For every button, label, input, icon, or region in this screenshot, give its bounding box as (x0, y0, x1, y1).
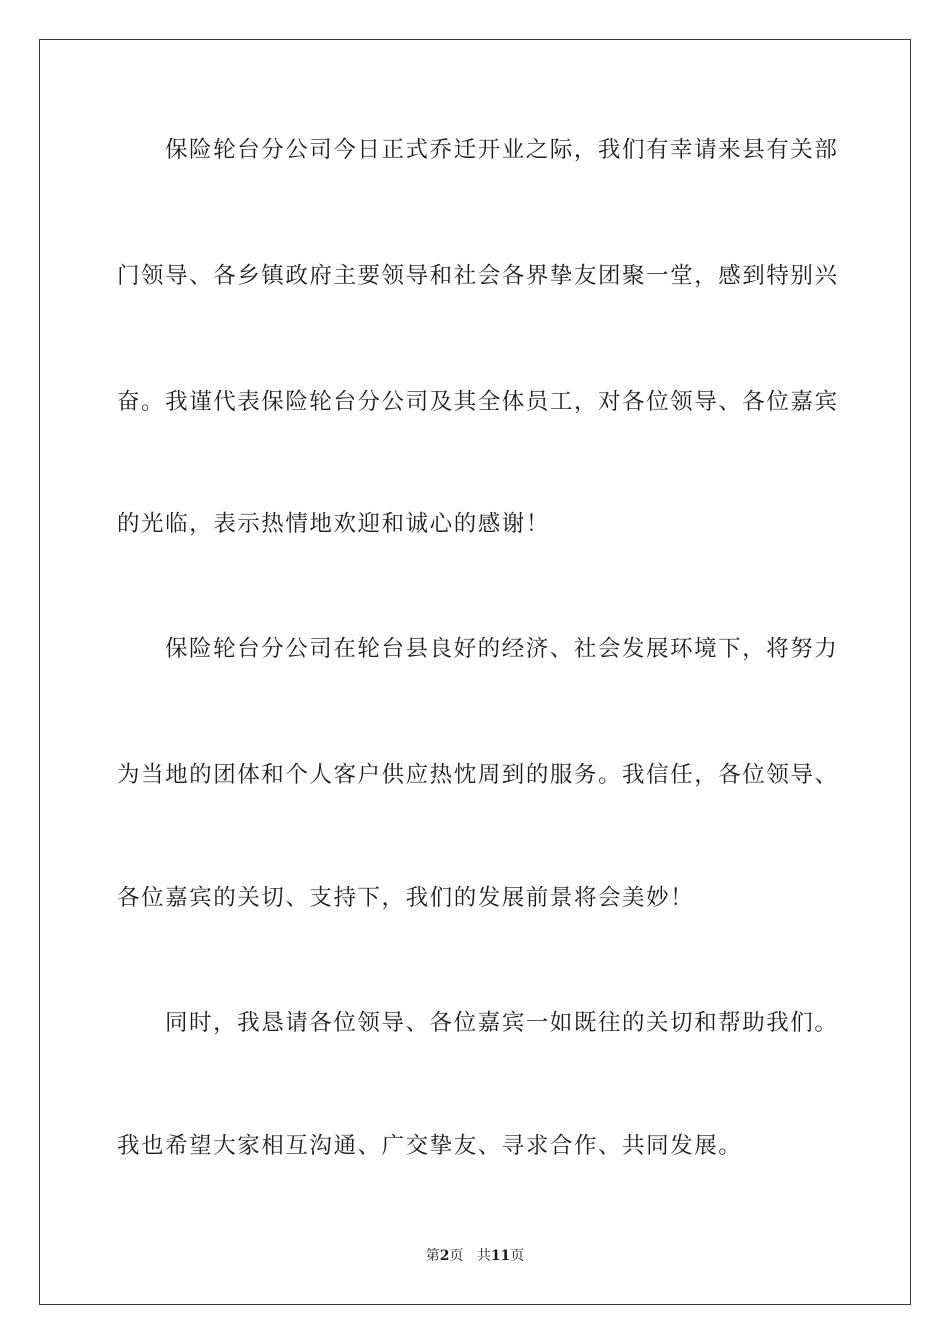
paragraph-2-line-1: 保险轮台分公司在轮台县良好的经济、社会发展环境下，将努力 (165, 636, 839, 662)
footer-page-number: 2 (439, 1248, 450, 1264)
page-footer (0, 1247, 950, 1265)
footer-page-suffix: 页 (449, 1248, 464, 1264)
footer-total-prefix: 共 (476, 1248, 491, 1264)
footer-total-pages: 11 (490, 1248, 511, 1264)
footer-page-prefix: 第 (425, 1248, 440, 1264)
footer-total-suffix: 页 (510, 1248, 525, 1264)
paragraph-1-line-1: 保险轮台分公司今日正式乔迁开业之际，我们有幸请来县有关部 (165, 137, 839, 163)
paragraph-3-line-2: 我也希望大家相互沟通、广交挚友、寻求合作、共同发展。 (117, 1133, 743, 1159)
paragraph-1-line-2: 门领导、各乡镇政府主要领导和社会各界挚友团聚一堂，感到特别兴 (117, 263, 839, 289)
paragraph-1-line-3: 奋。我谨代表保险轮台分公司及其全体员工，对各位领导、各位嘉宾 (117, 389, 839, 415)
paragraph-2-line-3: 各位嘉宾的关切、支持下，我们的发展前景将会美妙！ (117, 885, 695, 911)
paragraph-2-line-2: 为当地的团体和个人客户供应热忱周到的服务。我信任，各位领导、 (117, 762, 839, 788)
page-border (39, 39, 911, 1305)
paragraph-1-line-4: 的光临，表示热情地欢迎和诚心的感谢！ (117, 511, 550, 537)
paragraph-3-line-1: 同时，我恳请各位领导、各位嘉宾一如既往的关切和帮助我们。 (165, 1010, 839, 1036)
